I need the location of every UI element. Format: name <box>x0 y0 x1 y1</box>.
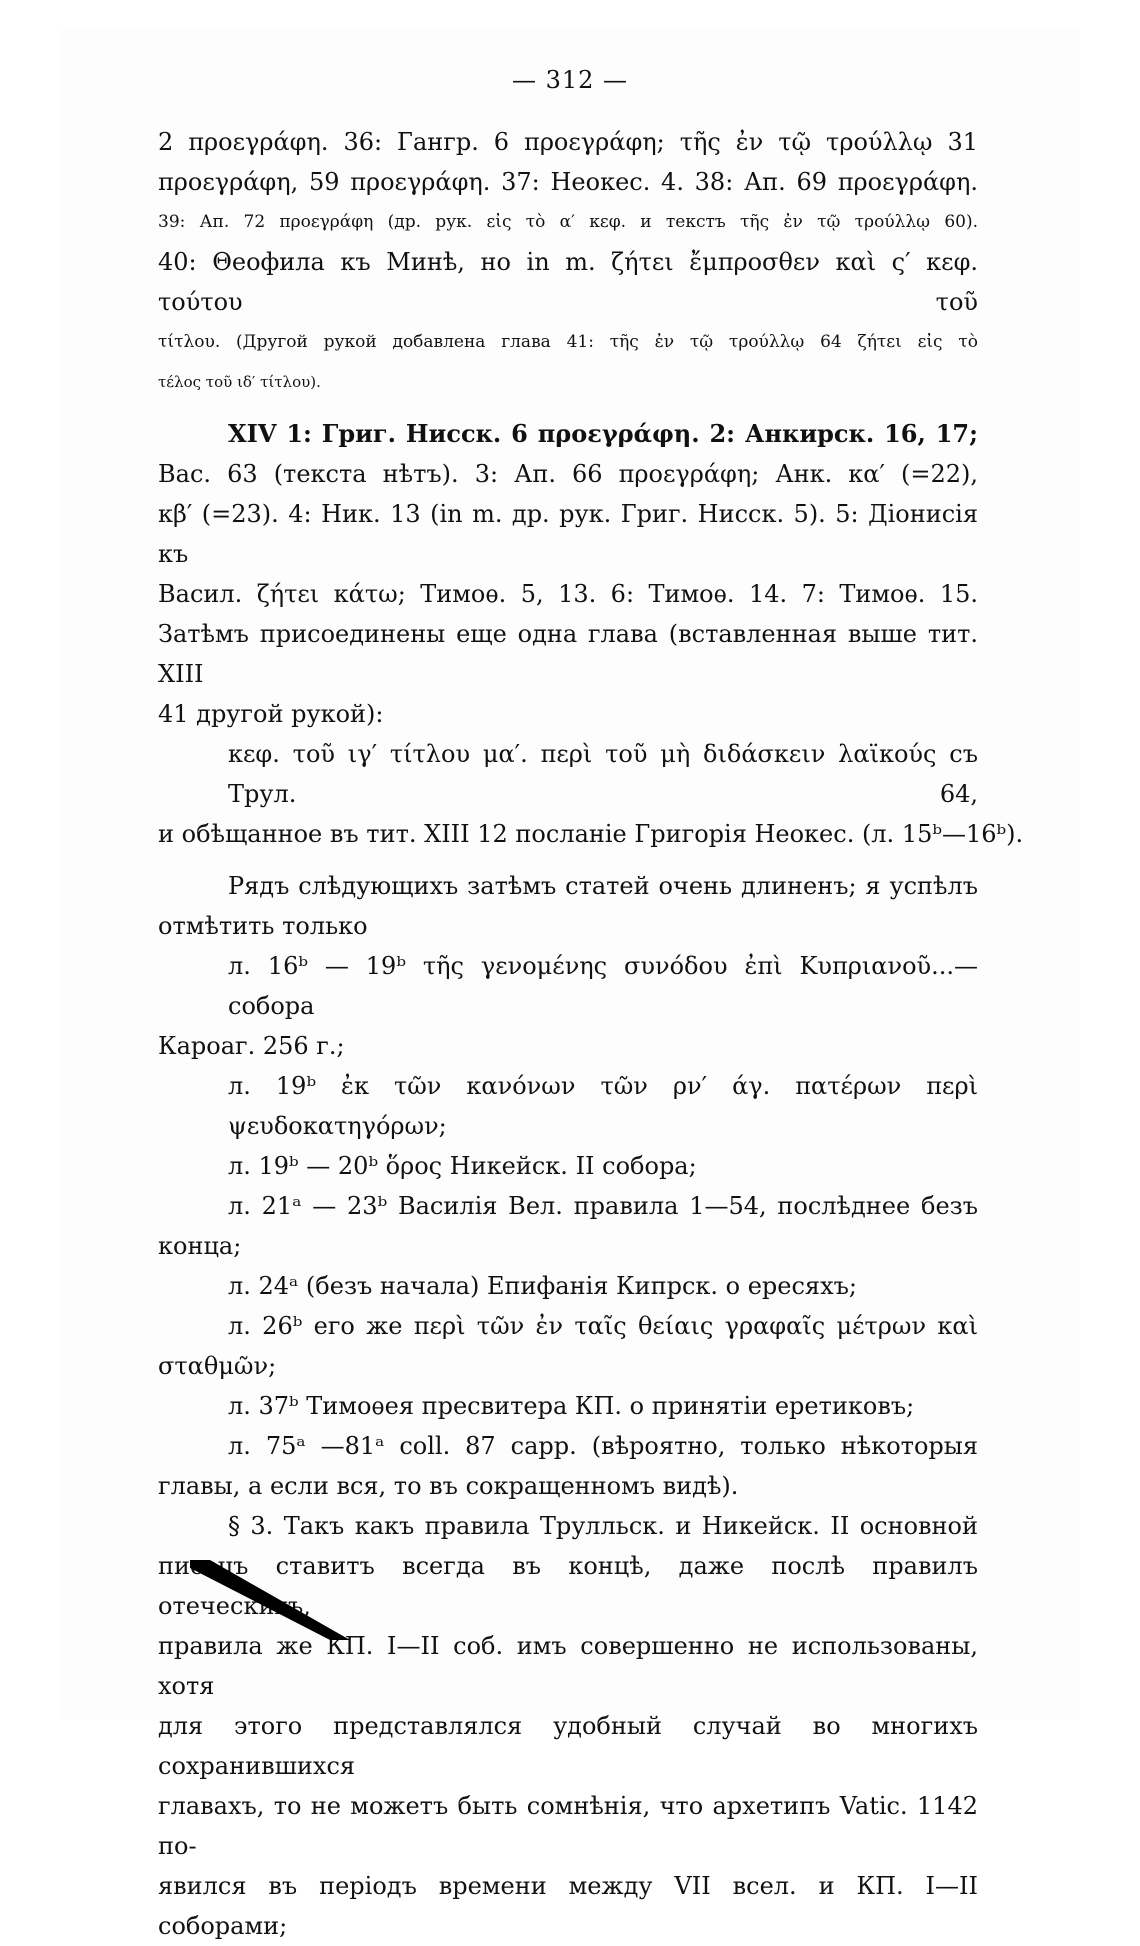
text-line: и обѣщанное въ тит. XIII 12 посланіе Григорія Неокес. (л. 15ᵇ—16ᵇ). <box>158 820 1024 848</box>
paragraph-title-xiv <box>158 414 978 734</box>
text-line: κβ′ (=23). 4: Ник. 13 (in m. др. рук. Григ. Нисск. 5). 5: Діонисія къ <box>158 500 978 568</box>
section-heading-line: XIV 1: Григ. Нисск. 6 προεγράφη. 2: Анкирск. 16, 17; <box>228 419 978 448</box>
text-line: Вас. 63 (текста нѣтъ). 3: Ап. 66 προεγράφη; Анк. κα′ (=22), <box>158 460 978 488</box>
list-item <box>158 946 978 1066</box>
scan-corner-mark <box>190 1560 350 1640</box>
list-item <box>158 1066 978 1146</box>
scan-corner-wedge <box>190 1560 350 1640</box>
text-line: отмѣтить только <box>158 912 368 940</box>
text-line: 41 другой рукой): <box>158 700 384 728</box>
text-line: правила же КП. I—II соб. имъ совершенно не использованы, хотя <box>158 1632 978 1700</box>
text-line: л. 21ᵃ — 23ᵇ Василія Вел. правила 1—54, послѣднее безъ <box>228 1192 978 1220</box>
text-line: л. 16ᵇ — 19ᵇ τῆς γενομένης συνόδου ἐπὶ Κυπριανοῦ...—собора <box>228 952 978 1020</box>
text-line: л. 75ᵃ —81ᵃ coll. 87 capp. (вѣроятно, только нѣкоторыя <box>228 1432 978 1460</box>
paragraph-continuation <box>158 122 978 402</box>
list-item <box>158 1186 978 1266</box>
text-line: προεγράφη, 59 προεγράφη. 37: Неокес. 4. 38: Ап. 69 προεγράφη. <box>158 168 978 196</box>
list-item <box>158 1306 978 1386</box>
text-line: 40: Θеофила къ Минѣ, но in m. ζήτει ἔμπροσθεν καὶ ς′ κεφ. τούτου τοῦ <box>158 248 978 316</box>
text-line: явился въ періодъ времени между VII всел. и КП. I—II соборами; <box>158 1872 978 1940</box>
body-text <box>158 122 1024 1946</box>
text-line: τίτλου. (Другой рукой добавлена глава 41: τῆς ἐν τῷ τρούλλῳ 64 ζήτει εἰς τὸ <box>158 332 978 352</box>
text-line: 39: Ап. 72 προεγράφη (др. рук. εἰς τὸ α′ κεφ. и текстъ τῆς ἐν τῷ τρούλλῳ 60). <box>158 212 978 232</box>
text-line: Васил. ζήτει κάτω; Тимоѳ. 5, 13. 6: Тимоѳ. 14. 7: Тимоѳ. 15. <box>158 580 978 608</box>
text-line: τέλος τοῦ ιδ′ τίτλου). <box>158 373 321 391</box>
text-line: 2 προεγράφη. 36: Гангр. 6 προεγράφη; τῆς ἐν τῷ τρούλλῳ 31 <box>158 128 978 156</box>
text-line: л. 19ᵇ — 20ᵇ ὅρος Никейск. II собора; <box>228 1152 697 1180</box>
list-item <box>158 1426 978 1506</box>
list-item <box>158 1266 978 1306</box>
chapter-insert <box>158 734 1024 854</box>
text-line: главахъ, то не можетъ быть сомнѣнія, что архетипъ Vatic. 1142 по- <box>158 1792 978 1860</box>
text-line: § 3. Такъ какъ правила Трулльск. и Никейск. II основной <box>228 1512 978 1540</box>
text-line: Кароаг. 256 г.; <box>158 1032 345 1060</box>
text-line: Затѣмъ присоединены еще одна глава (вставленная выше тит. XIII <box>158 620 978 688</box>
text-line: Рядъ слѣдующихъ затѣмъ статей очень длиненъ; я успѣлъ <box>228 872 978 900</box>
list-item <box>158 1386 978 1426</box>
text-line: л. 37ᵇ Тимоѳея пресвитера КП. о принятіи еретиковъ; <box>228 1392 915 1420</box>
text-line: л. 19ᵇ ἐκ τῶν κανόνων τῶν ρν′ άγ. πατέρων περὶ ψευδοκατηγόρων; <box>228 1072 978 1140</box>
text-line: л. 24ᵃ (безъ начала) Епифанія Кипрск. о ересяхъ; <box>228 1272 857 1300</box>
page-number: — 312 — <box>511 66 629 94</box>
text-line: писецъ ставитъ всегда въ концѣ, даже послѣ правилъ отеческихъ, <box>158 1552 978 1620</box>
text-line: главы, а если вся, то въ сокращенномъ видѣ). <box>158 1472 739 1500</box>
text-line: σταθμῶν; <box>158 1352 277 1380</box>
paragraph-intro-list <box>158 866 978 946</box>
text-line: для этого представлялся удобный случай во многихъ сохранившихся <box>158 1712 978 1780</box>
text-line: κεφ. τοῦ ιγ′ τίτλου μα′. περὶ τοῦ μὴ διδάσκειν λαϊκούς съ Трул. 64, <box>228 740 978 808</box>
list-item <box>158 1146 978 1186</box>
text-line: конца; <box>158 1232 242 1260</box>
text-line: л. 26ᵇ его же περὶ τῶν ἐν ταῖς θείαις γραφαῖς μέτρων καὶ <box>228 1312 978 1340</box>
folio-list <box>158 946 978 1506</box>
